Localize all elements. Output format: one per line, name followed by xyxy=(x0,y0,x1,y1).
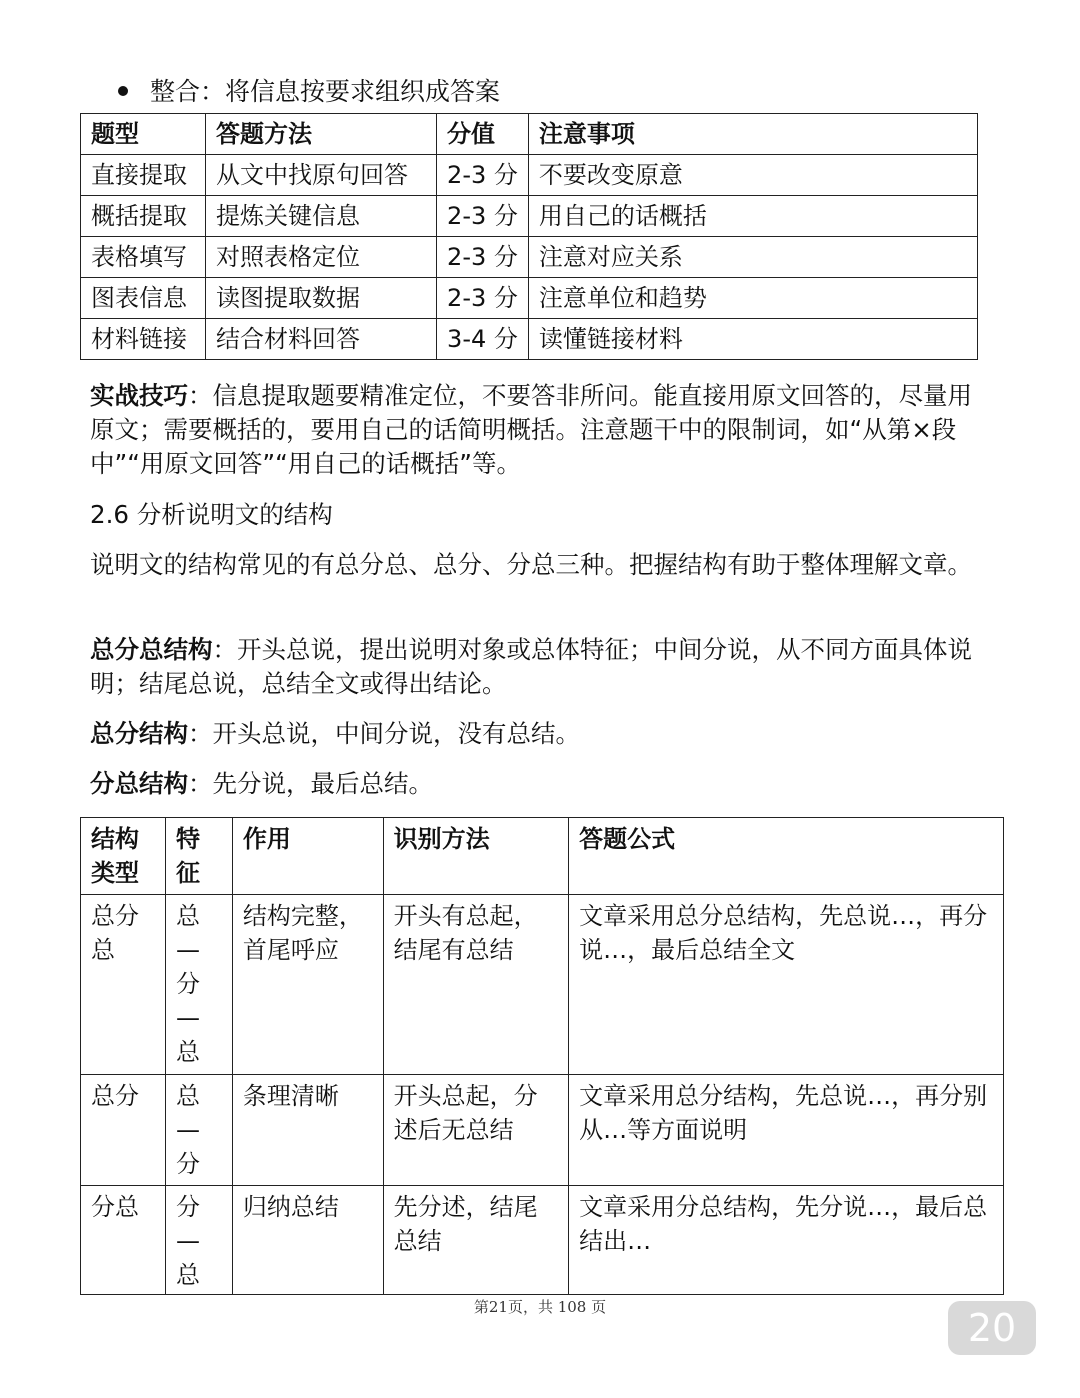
table-header-row xyxy=(81,818,1004,895)
structure-text: ：开头总说，中间分说，没有总结。 xyxy=(188,719,580,748)
table-cell: 结构完整，首尾呼应 xyxy=(232,895,383,1075)
table-cell xyxy=(165,1075,232,1186)
structure-label: 总分结构 xyxy=(90,719,188,748)
page-number-badge: 20 xyxy=(948,1301,1036,1355)
cell-text: 分—总 xyxy=(175,1193,200,1289)
bullet-item xyxy=(118,74,500,110)
table-cell: 2-3 分 xyxy=(437,237,529,278)
structure-paragraph xyxy=(90,767,995,801)
cell-text: 总—分—总 xyxy=(175,902,200,1066)
table-cell: 文章采用分总结构，先分说…，最后总结出… xyxy=(569,1186,1004,1295)
table-cell: 注意对应关系 xyxy=(528,237,977,278)
structure-type-table xyxy=(80,817,1004,1295)
tips-text: ：信息提取题要精准定位，不要答非所问。能直接用原文回答的，尽量用原文；需要概括的，要用自己的话简明概括。注意题干中的限制词，如“从第×段中”“用原文回答”“用自己的话概括”等。 xyxy=(90,381,972,478)
table-cell: 文章采用总分总结构，先总说…，再分说…，最后总结全文 xyxy=(569,895,1004,1075)
table-cell: 注意单位和趋势 xyxy=(528,278,977,319)
intro-paragraph: 说明文的结构常见的有总分总、总分、分总三种。把握结构有助于整体理解文章。 xyxy=(90,550,972,579)
tips-paragraph xyxy=(90,379,995,481)
table-header-cell: 分值 xyxy=(437,114,529,155)
table-cell: 文章采用总分结构，先总说…，再分别从…等方面说明 xyxy=(569,1075,1004,1186)
table-row xyxy=(81,895,1004,1075)
table-cell: 提炼关键信息 xyxy=(206,196,437,237)
structure-paragraph xyxy=(90,633,995,701)
table-cell: 2-3 分 xyxy=(437,155,529,196)
table-row xyxy=(81,278,978,319)
table-header-cell: 答题公式 xyxy=(569,818,1004,895)
header-text: 特征 xyxy=(175,825,200,887)
structure-label: 总分总结构 xyxy=(90,635,213,664)
table-cell: 条理清晰 xyxy=(232,1075,383,1186)
table-cell: 从文中找原句回答 xyxy=(206,155,437,196)
table-cell: 对照表格定位 xyxy=(206,237,437,278)
table-header-cell xyxy=(165,818,232,895)
table-header-cell: 答题方法 xyxy=(206,114,437,155)
table-cell: 不要改变原意 xyxy=(528,155,977,196)
bullet-dot xyxy=(118,86,128,96)
table-row xyxy=(81,155,978,196)
table-cell: 开头有总起，结尾有总结 xyxy=(383,895,569,1075)
table-cell xyxy=(81,1075,166,1186)
table-cell: 读图提取数据 xyxy=(206,278,437,319)
section-heading: 2.6 分析说明文的结构 xyxy=(90,500,333,529)
table-cell: 读懂链接材料 xyxy=(528,319,977,360)
page-footer: 第21页，共 108 页 xyxy=(473,1298,607,1316)
table-cell: 直接提取 xyxy=(81,155,206,196)
tips-label: 实战技巧 xyxy=(90,381,188,410)
question-type-table xyxy=(80,113,978,360)
table-cell: 先分述，结尾总结 xyxy=(383,1186,569,1295)
structure-text: ：先分说，最后总结。 xyxy=(188,769,433,798)
table-cell: 图表信息 xyxy=(81,278,206,319)
table-cell xyxy=(81,1186,166,1295)
cell-text: 总分总 xyxy=(91,902,139,964)
table-cell: 归纳总结 xyxy=(232,1186,383,1295)
table-row xyxy=(81,196,978,237)
table-header-row xyxy=(81,114,978,155)
table-row xyxy=(81,237,978,278)
table-cell: 2-3 分 xyxy=(437,278,529,319)
structure-label: 分总结构 xyxy=(90,769,188,798)
table-row xyxy=(81,1075,1004,1186)
cell-text: 总分 xyxy=(91,1082,139,1110)
table-header-cell: 作用 xyxy=(232,818,383,895)
table-cell: 材料链接 xyxy=(81,319,206,360)
table-cell xyxy=(81,895,166,1075)
table-cell: 表格填写 xyxy=(81,237,206,278)
cell-text: 分总 xyxy=(91,1193,139,1221)
table-cell: 用自己的话概括 xyxy=(528,196,977,237)
bullet-text: 整合：将信息按要求组织成答案 xyxy=(150,77,501,106)
table-cell: 2-3 分 xyxy=(437,196,529,237)
header-text: 结构类型 xyxy=(91,825,139,887)
table-row xyxy=(81,319,978,360)
structure-paragraph xyxy=(90,717,995,751)
table-cell xyxy=(165,895,232,1075)
cell-text: 总—分 xyxy=(175,1082,200,1178)
table-header-cell: 题型 xyxy=(81,114,206,155)
table-cell: 结合材料回答 xyxy=(206,319,437,360)
table-cell: 3-4 分 xyxy=(437,319,529,360)
table-header-cell: 识别方法 xyxy=(383,818,569,895)
table-cell xyxy=(165,1186,232,1295)
table-header-cell xyxy=(81,818,166,895)
structure-text: ：开头总说，提出说明对象或总体特征；中间分说，从不同方面具体说明；结尾总说，总结全文或得出结论。 xyxy=(90,635,972,698)
table-header-cell: 注意事项 xyxy=(528,114,977,155)
table-cell: 概括提取 xyxy=(81,196,206,237)
table-cell: 开头总起，分述后无总结 xyxy=(383,1075,569,1186)
table-row xyxy=(81,1186,1004,1295)
